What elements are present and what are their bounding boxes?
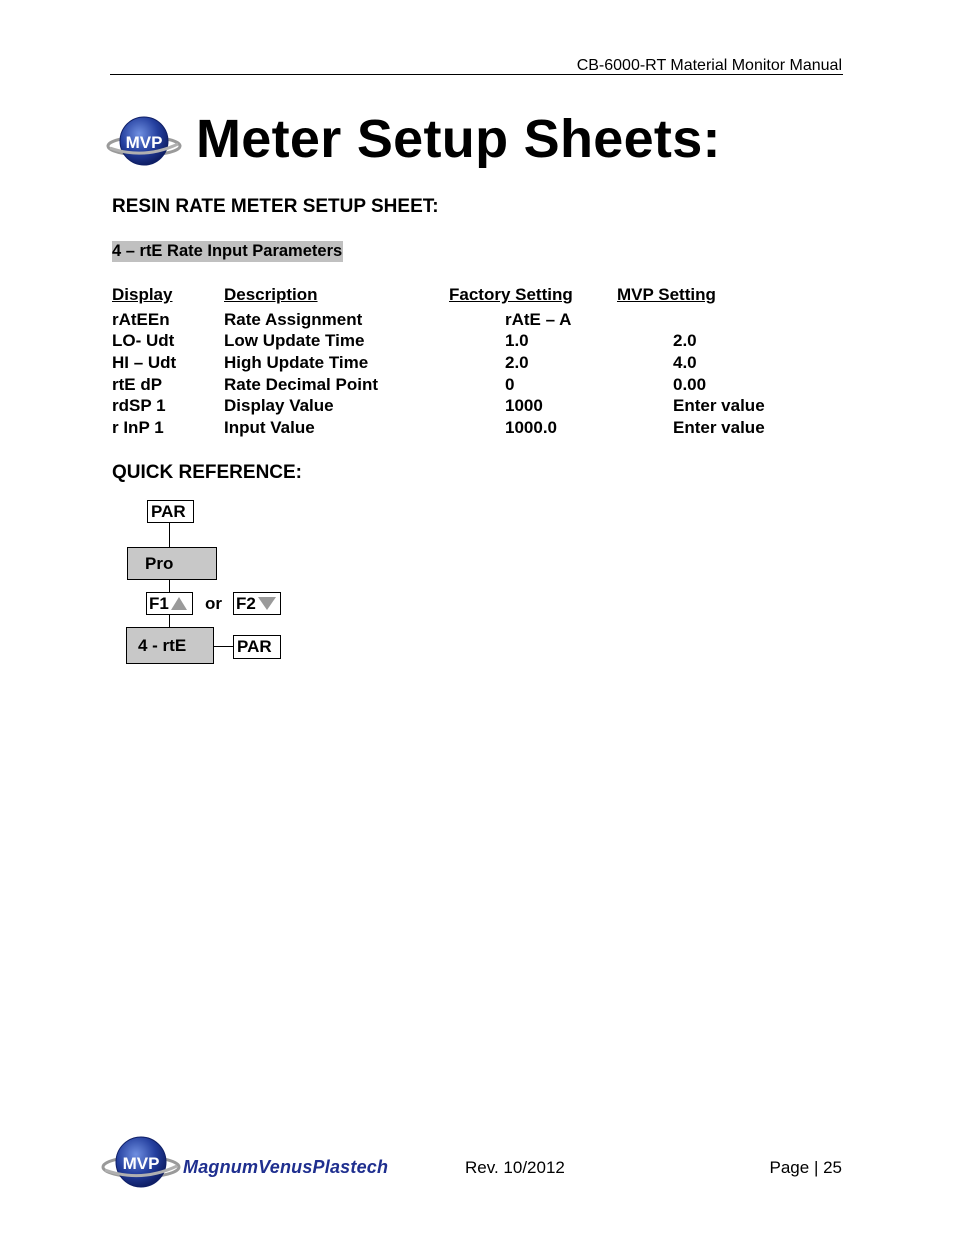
up-arrow-icon — [171, 597, 187, 610]
row-factory: 0 — [505, 375, 515, 394]
row-mvp: 0.00 — [673, 375, 707, 394]
row-description: Input Value — [224, 418, 315, 437]
col-header-mvp: MVP Setting — [617, 285, 716, 304]
row-description: Low Update Time — [224, 331, 365, 350]
down-arrow-icon — [258, 597, 276, 610]
par-key-side — [233, 635, 281, 659]
row-display: rtE dP — [112, 375, 163, 394]
connector-line — [169, 615, 170, 627]
row-factory: 1000 — [505, 396, 543, 415]
connector-line — [214, 646, 234, 647]
row-description: High Update Time — [224, 353, 369, 372]
row-display: LO- Udt — [112, 331, 175, 350]
connector-line — [169, 580, 170, 592]
f1-label: F1 — [149, 593, 169, 613]
col-header-factory: Factory Setting — [449, 285, 573, 304]
section-title-quick-reference: QUICK REFERENCE: — [112, 462, 303, 483]
row-description: Display Value — [224, 396, 334, 415]
row-display: rAtEEn — [112, 310, 170, 329]
row-description: Rate Assignment — [224, 310, 363, 329]
col-header-description: Description — [224, 285, 318, 304]
row-mvp: 4.0 — [673, 353, 697, 372]
mvp-logo — [106, 112, 182, 172]
pro-label: Pro — [145, 553, 174, 573]
row-display: rdSP 1 — [112, 396, 166, 415]
row-description: Rate Decimal Point — [224, 375, 378, 394]
manual-title: CB-6000-RT Material Monitor Manual — [576, 57, 842, 74]
section-title-resin: RESIN RATE METER SETUP SHEET: — [112, 196, 439, 217]
f2-down-key — [233, 592, 281, 615]
footer-logo-text: MVP — [122, 1154, 160, 1173]
footer-mvp-logo — [101, 1133, 181, 1195]
par-key-top — [147, 500, 194, 523]
revision-label: Rev. 10/2012 — [465, 1158, 565, 1177]
row-display: HI – Udt — [112, 353, 177, 372]
subsection-title: 4 – rtE Rate Input Parameters — [112, 242, 343, 260]
pro-display-box — [127, 547, 217, 580]
row-factory: 1000.0 — [505, 418, 557, 437]
par-key-label: PAR — [151, 501, 186, 521]
or-label: or — [205, 594, 222, 613]
header-rule — [110, 74, 843, 75]
logo-text: MVP — [125, 133, 163, 152]
row-factory: 2.0 — [505, 353, 529, 372]
row-mvp: 2.0 — [673, 331, 697, 350]
page-number: Page | 25 — [769, 1158, 842, 1177]
brand-name: MagnumVenusPlastech — [183, 1157, 389, 1177]
par-side-label: PAR — [237, 637, 272, 656]
connector-line — [169, 523, 170, 548]
rte-display-box — [126, 627, 214, 664]
f1-up-key — [146, 592, 193, 615]
f2-label: F2 — [236, 593, 256, 613]
row-mvp: Enter value — [673, 418, 765, 437]
row-mvp: Enter value — [673, 396, 765, 415]
row-display: r InP 1 — [112, 418, 164, 437]
col-header-display: Display — [112, 285, 173, 304]
row-factory: rAtE – A — [505, 310, 572, 329]
row-factory: 1.0 — [505, 331, 529, 350]
page-title: Meter Setup Sheets: — [196, 109, 721, 169]
rte-label: 4 - rtE — [138, 635, 187, 655]
